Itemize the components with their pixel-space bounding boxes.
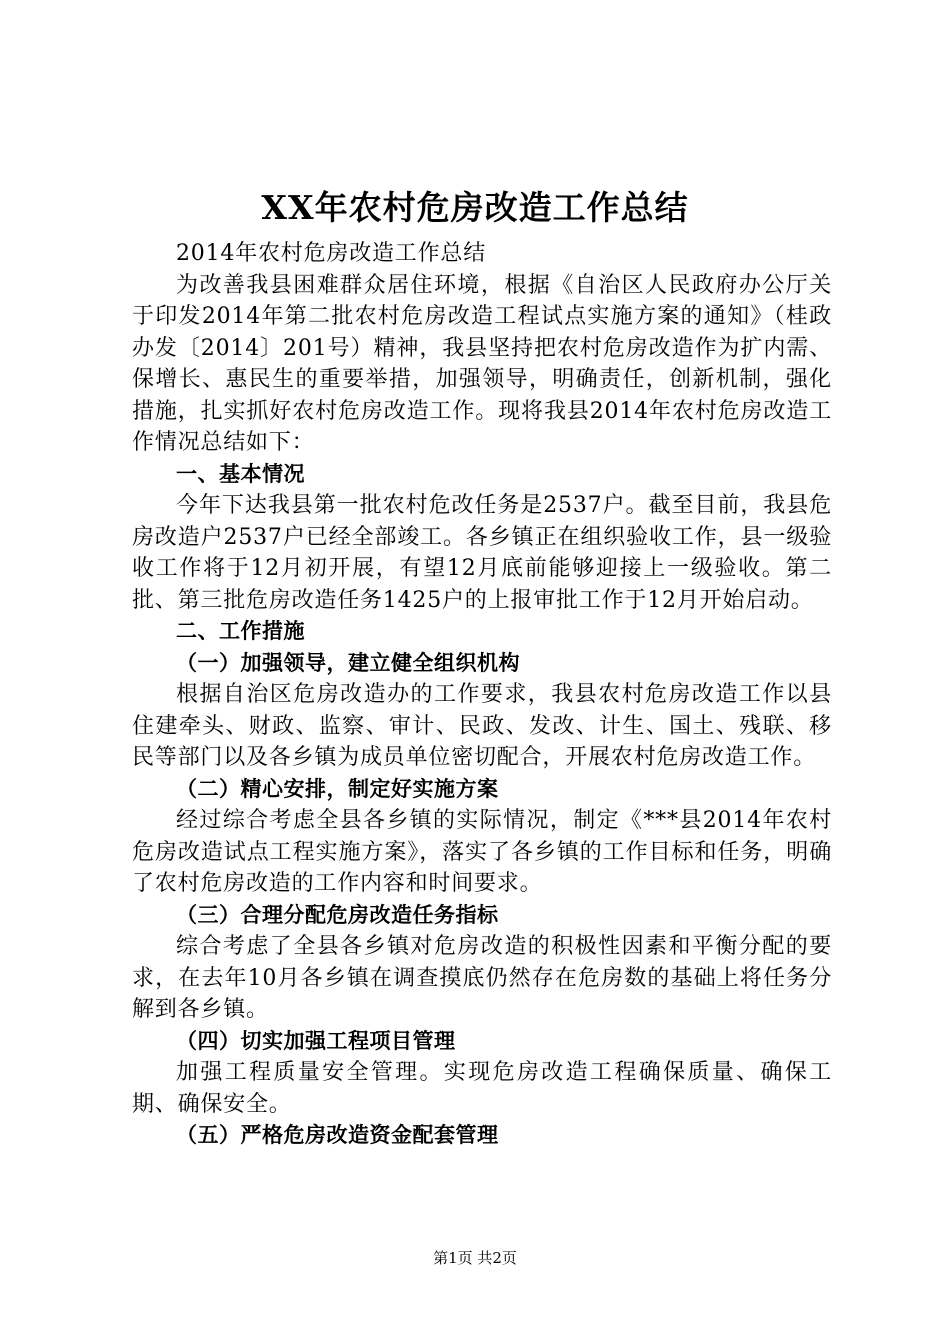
subsection-heading-4: （四）切实加强工程项目管理 bbox=[176, 1028, 456, 1053]
page-footer: 第1页 共2页 bbox=[433, 1249, 517, 1267]
subsection-paragraph-4: 加强工程质量安全管理。实现危房改造工程确保质量、确保工期、确保安全。 bbox=[132, 1060, 832, 1117]
subsection-paragraph-2: 经过综合考虑全县各乡镇的实际情况，制定《***县2014年农村危房改造试点工程实施方案》，落实了各乡镇的工作目标和任务，明确了农村危房改造的工作内容和时间要求。 bbox=[132, 808, 832, 896]
section-heading-work-measures: 二、工作措施 bbox=[176, 619, 305, 643]
document-subtitle: 2014年农村危房改造工作总结 bbox=[176, 241, 486, 266]
subsection-paragraph-3: 综合考虑了全县各乡镇对危房改造的积极性因素和平衡分配的要求，在去年10月各乡镇在调查摸底仍然存在危房数的基础上将任务分解到各乡镇。 bbox=[132, 934, 832, 1022]
subsection-heading-1: （一）加强领导，建立健全组织机构 bbox=[176, 650, 520, 675]
document-body bbox=[132, 238, 832, 1152]
intro-paragraph: 为改善我县困难群众居住环境，根据《自治区人民政府办公厅关于印发2014年第二批农村危房改造工程试点实施方案的通知》（桂政办发〔2014〕201号）精神，我县坚持把农村危房改造作为扩内需、保增长、惠民生的重要举措，加强领导，明确责任，创新机制，强化措施，扎实抓好农村危房改造工作。现将我县2014年农村危房改造工作情况总结如下： bbox=[132, 272, 832, 455]
section-heading-basic-situation: 一、基本情况 bbox=[176, 461, 305, 486]
subsection-heading-3: （三）合理分配危房改造任务指标 bbox=[176, 902, 499, 927]
section-paragraph-basic-situation: 今年下达我县第一批农村危改任务是2537户。截至目前，我县危房改造户2537户已经全部竣工。各乡镇正在组织验收工作，县一级验收工作将于12月初开展，有望12月底前能够迎接上一级验收。第二批、第三批危房改造任务1425户的上报审批工作于12月开始启动。 bbox=[132, 493, 832, 613]
subsection-heading-5: （五）严格危房改造资金配套管理 bbox=[176, 1123, 499, 1147]
subsection-paragraph-1: 根据自治区危房改造办的工作要求，我县农村危房改造工作以县住建牵头、财政、监察、审计、民政、发改、计生、国土、残联、移民等部门以及各乡镇为成员单位密切配合，开展农村危房改造工作。 bbox=[132, 682, 832, 770]
document-title: XX年农村危房改造工作总结 bbox=[261, 188, 689, 227]
subsection-heading-2: （二）精心安排，制定好实施方案 bbox=[176, 776, 499, 801]
